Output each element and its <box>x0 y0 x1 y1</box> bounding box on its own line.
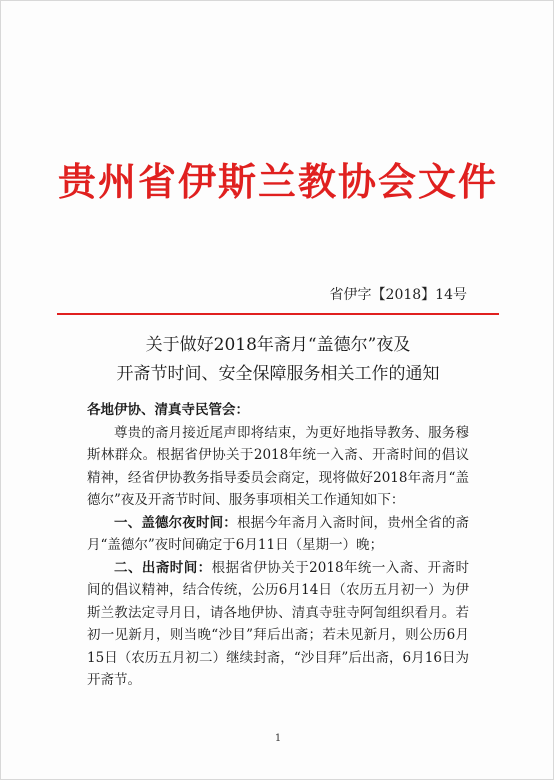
item-2-paragraph <box>87 557 469 692</box>
salutation: 各地伊协、清真寺民管会： <box>87 402 249 418</box>
notice-title-line-2: 开斋节时间、安全保障服务相关工作的通知 <box>116 364 440 384</box>
notice-title-line-1: 关于做好2018年斋月“盖德尔”夜及 <box>145 335 411 355</box>
intro-paragraph: 尊贵的斋月接近尾声即将结束，为更好地指导教务、服务穆斯林群众。根据省伊协关于2018年统一入斋、开斋时间的倡议精神，经省伊协教务指导委员会商定，现将做好2018年斋月“盖德尔”夜及开斋节时间、服务事项相关工作通知如下： <box>87 424 469 508</box>
item-1-text: 根据今年斋月入斋时间，贵州全省的斋月“盖德尔”夜时间确定于6月11日（星期一）晚； <box>87 514 470 553</box>
item-2-term: 二、出斋时间： <box>114 559 212 576</box>
document-number: 省伊字【2018】14号 <box>329 287 467 303</box>
red-separator-line <box>57 313 499 315</box>
item-2-text: 根据省伊协关于2018年统一入斋、开斋时间的倡议精神，结合传统，公历6月14日（农历五月初一）为伊斯兰教法定寻月日，请各地伊协、清真寺驻寺阿訇组织看月。若初一见新月，则当晚“沙目”拜后出斋；若未见新月，则公历6月15日（农历五月初二）继续封斋，“沙目拜”后出斋，6月16日为开斋节。 <box>87 559 470 688</box>
item-1-paragraph <box>87 512 469 557</box>
item-1-term: 一、盖德尔夜时间： <box>114 514 237 531</box>
notice-title <box>1 331 554 389</box>
page-number: 1 <box>274 733 282 744</box>
document-header-title: 贵州省伊斯兰教协会文件 <box>57 159 498 204</box>
notice-body <box>87 399 469 692</box>
